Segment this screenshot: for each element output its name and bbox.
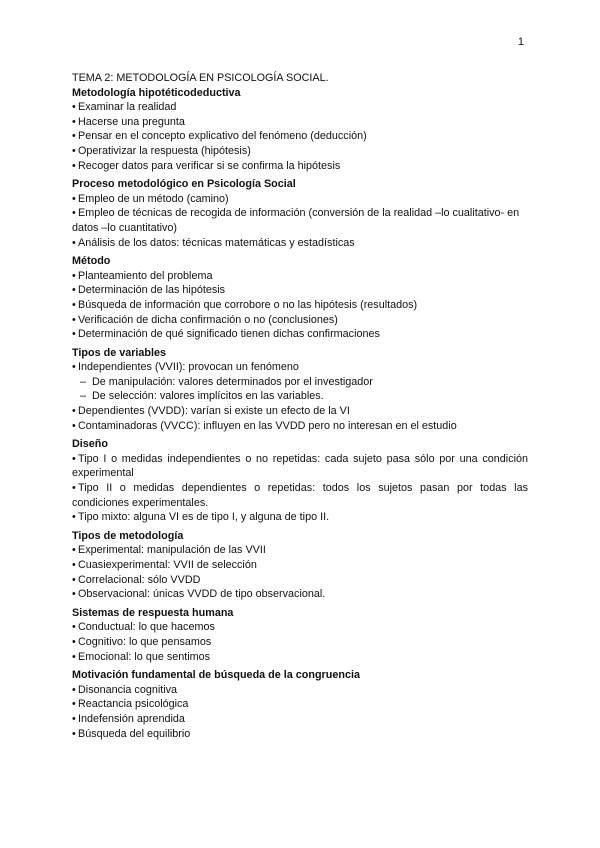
document-title: TEMA 2: METODOLOGÍA EN PSICOLOGÍA SOCIAL. bbox=[72, 72, 329, 84]
list-item-text: Tipo II o medidas dependientes o repetidas: todos los sujetos pasan por todas las condiciones experimentales. bbox=[72, 482, 528, 509]
section bbox=[72, 437, 528, 525]
bullet-marker: • bbox=[72, 284, 76, 297]
list-item bbox=[72, 587, 528, 602]
section-heading: Tipos de metodología bbox=[72, 529, 184, 542]
section-heading: Metodología hipotéticodeductiva bbox=[72, 86, 241, 99]
section-heading: Proceso metodológico en Psicología Social bbox=[72, 178, 296, 191]
bullet-marker: • bbox=[72, 405, 76, 418]
list-item bbox=[72, 481, 528, 510]
list-item bbox=[72, 683, 528, 698]
list-item-text: Determinación de qué significado tienen dichas confirmaciones bbox=[78, 328, 380, 341]
list-item-text: De manipulación: valores determinados por el investigador bbox=[92, 375, 373, 388]
bullet-marker: • bbox=[72, 683, 76, 696]
dash-marker: – bbox=[80, 390, 87, 403]
section-heading: Diseño bbox=[72, 438, 108, 451]
dash-marker: – bbox=[80, 375, 87, 388]
sub-list-item bbox=[72, 389, 528, 404]
list-item-text: Pensar en el concepto explicativo del fenómeno (deducción) bbox=[78, 130, 367, 143]
list-item-text: Experimental: manipulación de las VVII bbox=[78, 544, 266, 557]
list-item bbox=[72, 620, 528, 635]
list-item-text: Empleo de técnicas de recogida de información (conversión de la realidad –lo cualitativo- en datos –lo cuantitativo) bbox=[72, 207, 520, 234]
section-heading: Método bbox=[72, 255, 111, 268]
list-item bbox=[72, 159, 528, 174]
bullet-marker: • bbox=[72, 313, 76, 326]
list-item-text: Operativizar la respuesta (hipótesis) bbox=[78, 144, 251, 157]
list-item-text: Reactancia psicológica bbox=[78, 698, 189, 711]
list-item bbox=[72, 115, 528, 130]
list-item bbox=[72, 100, 528, 115]
section-heading: Tipos de variables bbox=[72, 346, 167, 359]
list-item-text: Disonancia cognitiva bbox=[78, 683, 178, 696]
bullet-marker: • bbox=[72, 482, 76, 495]
list-item bbox=[72, 712, 528, 727]
bullet-marker: • bbox=[72, 621, 76, 634]
list-item-text: Indefensión aprendida bbox=[78, 712, 185, 725]
list-item bbox=[72, 269, 528, 284]
list-item-text: Emocional: lo que sentimos bbox=[78, 650, 211, 663]
bullet-marker: • bbox=[72, 130, 76, 143]
list-item-text: Verificación de dicha confirmación o no (conclusiones) bbox=[78, 313, 338, 326]
list-item bbox=[72, 635, 528, 650]
bullet-marker: • bbox=[72, 101, 76, 114]
list-item bbox=[72, 327, 528, 342]
list-item-text: Tipo mixto: alguna VI es de tipo I, y alguna de tipo II. bbox=[78, 511, 330, 524]
list-item bbox=[72, 452, 528, 481]
bullet-marker: • bbox=[72, 650, 76, 663]
list-item-text: Dependientes (VVDD): varían si existe un efecto de la VI bbox=[78, 405, 350, 418]
list-item-text: Análisis de los datos: técnicas matemáticas y estadísticas bbox=[78, 236, 355, 249]
list-item bbox=[72, 510, 528, 525]
bullet-marker: • bbox=[72, 159, 76, 172]
list-item bbox=[72, 236, 528, 251]
list-item bbox=[72, 192, 528, 207]
bullet-marker: • bbox=[72, 559, 76, 571]
section bbox=[72, 346, 528, 434]
bullet-marker: • bbox=[72, 115, 76, 128]
bullet-marker: • bbox=[72, 511, 76, 524]
list-item bbox=[72, 697, 528, 712]
bullet-marker: • bbox=[72, 298, 76, 311]
list-item bbox=[72, 206, 528, 235]
bullet-marker: • bbox=[72, 207, 76, 220]
section bbox=[72, 86, 528, 174]
document-body bbox=[72, 71, 528, 745]
list-item bbox=[72, 727, 528, 742]
bullet-marker: • bbox=[72, 144, 76, 157]
list-item-text: De selección: valores implícitos en las variables. bbox=[92, 390, 324, 403]
section bbox=[72, 177, 528, 250]
list-item bbox=[72, 313, 528, 328]
list-item-text: Empleo de un método (camino) bbox=[78, 192, 229, 205]
list-item bbox=[72, 283, 528, 298]
list-item-text: Búsqueda de información que corrobore o no las hipótesis (resultados) bbox=[78, 298, 418, 311]
list-item bbox=[72, 144, 528, 159]
bullet-marker: • bbox=[72, 269, 76, 282]
bullet-marker: • bbox=[72, 452, 76, 465]
bullet-marker: • bbox=[72, 698, 76, 711]
section bbox=[72, 254, 528, 342]
list-item bbox=[72, 419, 528, 434]
list-item bbox=[72, 650, 528, 665]
sections-container bbox=[72, 86, 528, 742]
list-item bbox=[72, 543, 528, 558]
list-item-text: Hacerse una pregunta bbox=[78, 115, 185, 128]
bullet-marker: • bbox=[72, 236, 76, 249]
list-item bbox=[72, 360, 528, 375]
list-item bbox=[72, 573, 528, 588]
list-item-text: Cuasiexperimental: VVII de selección bbox=[78, 559, 257, 571]
list-item-text: Contaminadoras (VVCC): influyen en las VVDD pero no interesan en el estudio bbox=[78, 419, 457, 432]
list-item-text: Búsqueda del equilibrio bbox=[78, 727, 191, 740]
list-item-text: Conductual: lo que hacemos bbox=[78, 621, 215, 634]
page-number: 1 bbox=[517, 36, 524, 48]
sub-list-item bbox=[72, 375, 528, 390]
list-item bbox=[72, 558, 528, 573]
bullet-marker: • bbox=[72, 544, 76, 557]
list-item-text: Recoger datos para verificar si se confirma la hipótesis bbox=[78, 159, 341, 172]
list-item-text: Determinación de las hipótesis bbox=[78, 284, 226, 297]
section bbox=[72, 668, 528, 741]
list-item-text: Observacional: únicas VVDD de tipo observacional. bbox=[78, 588, 326, 601]
section-heading: Sistemas de respuesta humana bbox=[72, 606, 234, 619]
bullet-marker: • bbox=[72, 361, 76, 374]
list-item-text: Cognitivo: lo que pensamos bbox=[78, 635, 212, 648]
bullet-marker: • bbox=[72, 328, 76, 341]
bullet-marker: • bbox=[72, 419, 76, 432]
bullet-marker: • bbox=[72, 588, 76, 601]
list-item bbox=[72, 129, 528, 144]
bullet-marker: • bbox=[72, 573, 76, 586]
list-item-text: Independientes (VVII): provocan un fenómeno bbox=[78, 361, 299, 374]
section-heading: Motivación fundamental de búsqueda de la congruencia bbox=[72, 669, 360, 682]
list-item-text: Correlacional: sólo VVDD bbox=[78, 573, 201, 586]
bullet-marker: • bbox=[72, 727, 76, 740]
section bbox=[72, 529, 528, 602]
list-item-text: Tipo I o medidas independientes o no repetidas: cada sujeto pasa sólo por una condición experimental bbox=[72, 452, 528, 480]
list-item bbox=[72, 404, 528, 419]
list-item-text: Examinar la realidad bbox=[78, 101, 177, 114]
section bbox=[72, 606, 528, 664]
bullet-marker: • bbox=[72, 712, 76, 725]
list-item-text: Planteamiento del problema bbox=[78, 269, 213, 282]
bullet-marker: • bbox=[72, 192, 76, 205]
bullet-marker: • bbox=[72, 635, 76, 648]
list-item bbox=[72, 298, 528, 313]
